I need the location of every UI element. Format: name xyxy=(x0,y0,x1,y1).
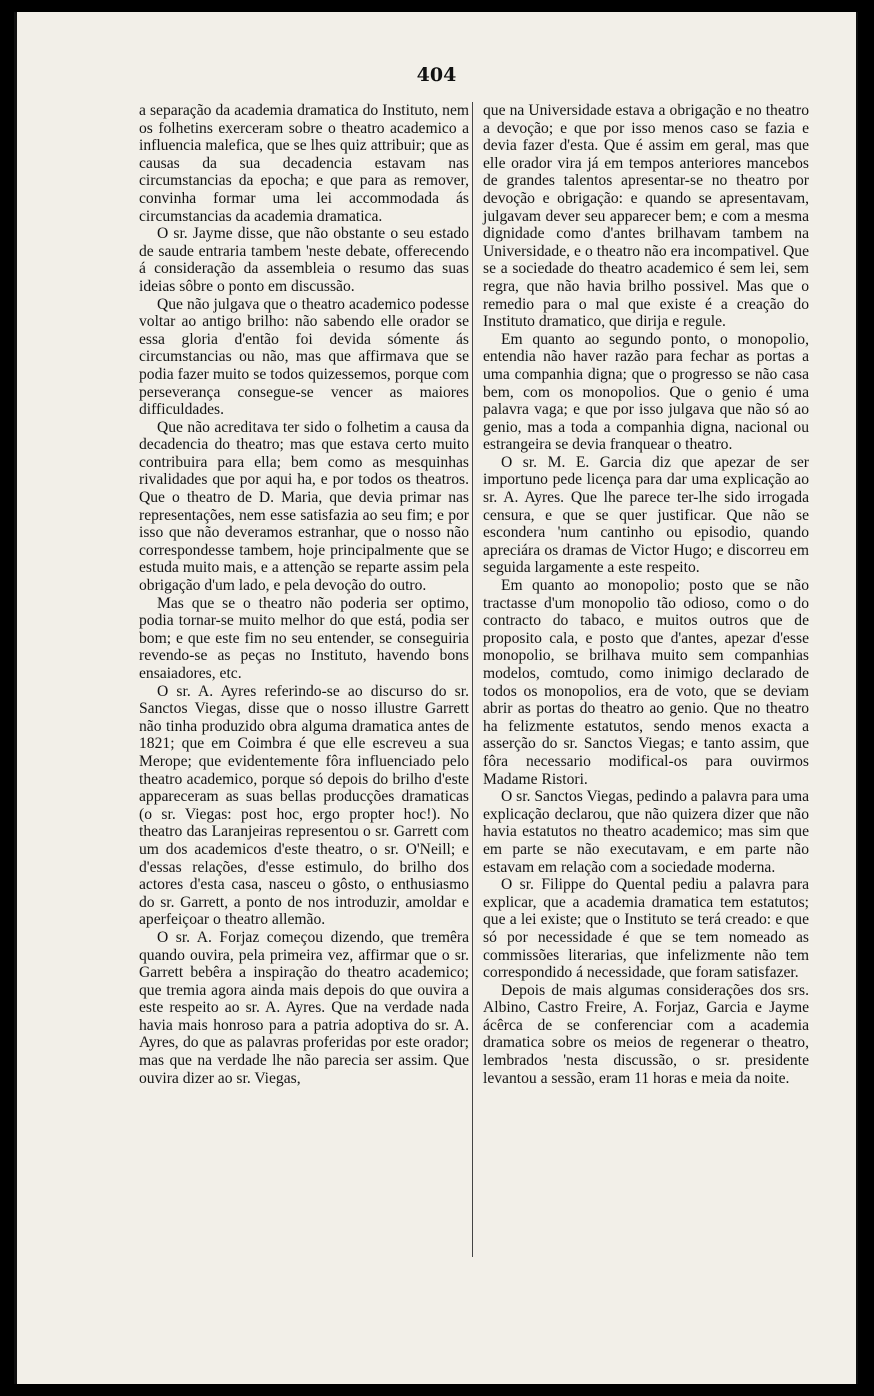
paragraph: O sr. Sanctos Viegas, pedindo a palavra para uma explicação declarou, que não quizera dizer que não havia estatutos no theatro academico; mas sim que em parte se não executavam, e em parte não estavam em relação com a sociedade moderna. xyxy=(483,788,809,876)
page-number: 404 xyxy=(416,64,457,86)
paragraph: O sr. Jayme disse, que não obstante o seu estado de saude entraria tambem 'neste debate, offerecendo á consideração da assembleia o resumo das suas ideias sôbre o ponto em discussão. xyxy=(139,225,469,295)
paragraph: Depois de mais algumas considerações dos srs. Albino, Castro Freire, A. Forjaz, Garcia e Jayme ácêrca de se conferenciar com a academia dramatica sobre os meios de regenerar o theatro, lembrados 'nesta discussão, o sr. presidente levantou a sessão, eram 11 horas e meia da noite. xyxy=(483,981,809,1087)
column-divider xyxy=(472,102,473,1257)
paragraph: O sr. Filippe do Quental pediu a palavra para explicar, que a academia dramatica tem estatutos; que a lei existe; que o Instituto se terá creado: e que só por necessidade é que se tem nomeado as commissões literarias, que infelizmente não tem correspondido á necessidade, que foram satisfazer. xyxy=(483,876,809,982)
right-column xyxy=(483,102,809,1087)
paragraph: O sr. M. E. Garcia diz que apezar de ser importuno pede licença para dar uma explicação ao sr. A. Ayres. Que lhe parece ter-lhe sido irrogada censura, e que se quer justificar. Que não se escondera 'num cantinho ou episodio, quando apreciára os dramas de Victor Hugo; e discorreu em seguida largamente a este respeito. xyxy=(483,453,809,577)
newspaper-page xyxy=(14,12,858,1384)
paragraph: O sr. A. Ayres referindo-se ao discurso do sr. Sanctos Viegas, disse que o nosso illustre Garrett não tinha produzido obra alguma dramatica antes de 1821; que em Coimbra é que elle escreveu a sua Merope; que evidentemente fôra influenciado pelo theatro academico, porque só depois do brilho d'este appareceram as suas bellas producções dramaticas (o sr. Viegas: post hoc, ergo propter hoc!). No theatro das Laranjeiras representou o sr. Garrett com um dos academicos d'este theatro, o sr. O'Neill; e d'essas relações, d'esse estimulo, do brilho dos actores d'esta casa, nasceu o gôsto, o enthusiasmo do sr. Garrett, a ponto de nos introduzir, amoldar e aperfeiçoar o theatro allemão. xyxy=(139,682,469,929)
paragraph: que na Universidade estava a obrigação e no theatro a devoção; e que por isso menos caso se fazia e devia fazer d'esta. Que é assim em geral, mas que elle orador vira já em tempos anteriores mancebos de grandes talentos apresentar-se no theatro por devoção e obrigação: e quando se apresentavam, julgavam dever seu apparecer bem; e com a mesma dignidade como d'antes brilhavam tambem na Universidade, e o theatro não era incompativel. Que se a sociedade do theatro academico é sem lei, sem regra, que não havia brilho possivel. Mas que o remedio para o mal que existe é a creação do Instituto dramatico, que dirija e regule. xyxy=(483,102,809,331)
paragraph: O sr. A. Forjaz começou dizendo, que tremêra quando ouvira, pela primeira vez, affirmar que o sr. Garrett bebêra a inspiração do theatro academico; que tremia agora ainda mais depois do que ouvira a este respeito ao sr. A. Ayres. Que na verdade nada havia mais honroso para a patria adoptiva do sr. A. Ayres, do que as palavras proferidas por este orador; mas que na verdade lhe não parecia ser assim. Que ouvira dizer ao sr. Viegas, xyxy=(139,928,469,1087)
paragraph: Mas que se o theatro não poderia ser optimo, podia tornar-se muito melhor do que está, podia ser bom; e que este fim no seu entender, se conseguiria revendo-se as peças no Instituto, havendo bons ensaiadores, etc. xyxy=(139,594,469,682)
paragraph: Em quanto ao monopolio; posto que se não tractasse d'um monopolio tão odioso, como o do contracto do tabaco, e muitos outros que de proposito cala, e posto que d'antes, apezar d'esse monopolio, se brilhava muito sem companhias modelos, comtudo, como inimigo declarado de todos os monopolios, era de voto, que se deviam abrir as portas do theatro ao genio. Que no theatro ha felizmente estatutos, sendo menos exacta a asserção do sr. Sanctos Viegas; e tanto assim, que fôra necessario modifical-os para ouvirmos Madame Ristori. xyxy=(483,577,809,788)
left-column xyxy=(139,102,469,1087)
paragraph: Que não acreditava ter sido o folhetim a causa da decadencia do theatro; mas que estava certo muito contribuira para ella; bem como as mesquinhas rivalidades que por aqui ha, e por todos os theatros. Que o theatro de D. Maria, que devia primar nas representações, nem esse satisfazia ao seu fim; e por isso que não deveramos estranhar, que o nosso não correspondesse tambem, hoje principalmente que se estuda muito mais, e a attenção se reparte assim pela obrigação d'um lado, e pela devoção do outro. xyxy=(139,418,469,595)
paragraph: Que não julgava que o theatro academico podesse voltar ao antigo brilho: não sabendo elle orador se essa gloria d'então foi devida sómente ás circumstancias ou não, mas que affirmava que se podia fazer muito se todos quizessemos, porque com perseverança consegue-se vencer as maiores difficuldades. xyxy=(139,295,469,419)
paragraph: a separação da academia dramatica do Instituto, nem os folhetins exerceram sobre o theatro academico a influencia malefica, que se lhes quiz attribuir; que as causas da sua decadencia estavam nas circumstancias da epocha; e que para as remover, convinha formar uma lei accommodada ás circumstancias da academia dramatica. xyxy=(139,102,469,225)
paragraph: Em quanto ao segundo ponto, o monopolio, entendia não haver razão para fechar as portas a uma companhia digna; que o progresso se não casa bem, com os monopolios. Que o genio é uma palavra vaga; e que por isso julgava que não só ao genio, mas a toda a companhia digna, nacional ou estrangeira se devia franquear o theatro. xyxy=(483,330,809,454)
